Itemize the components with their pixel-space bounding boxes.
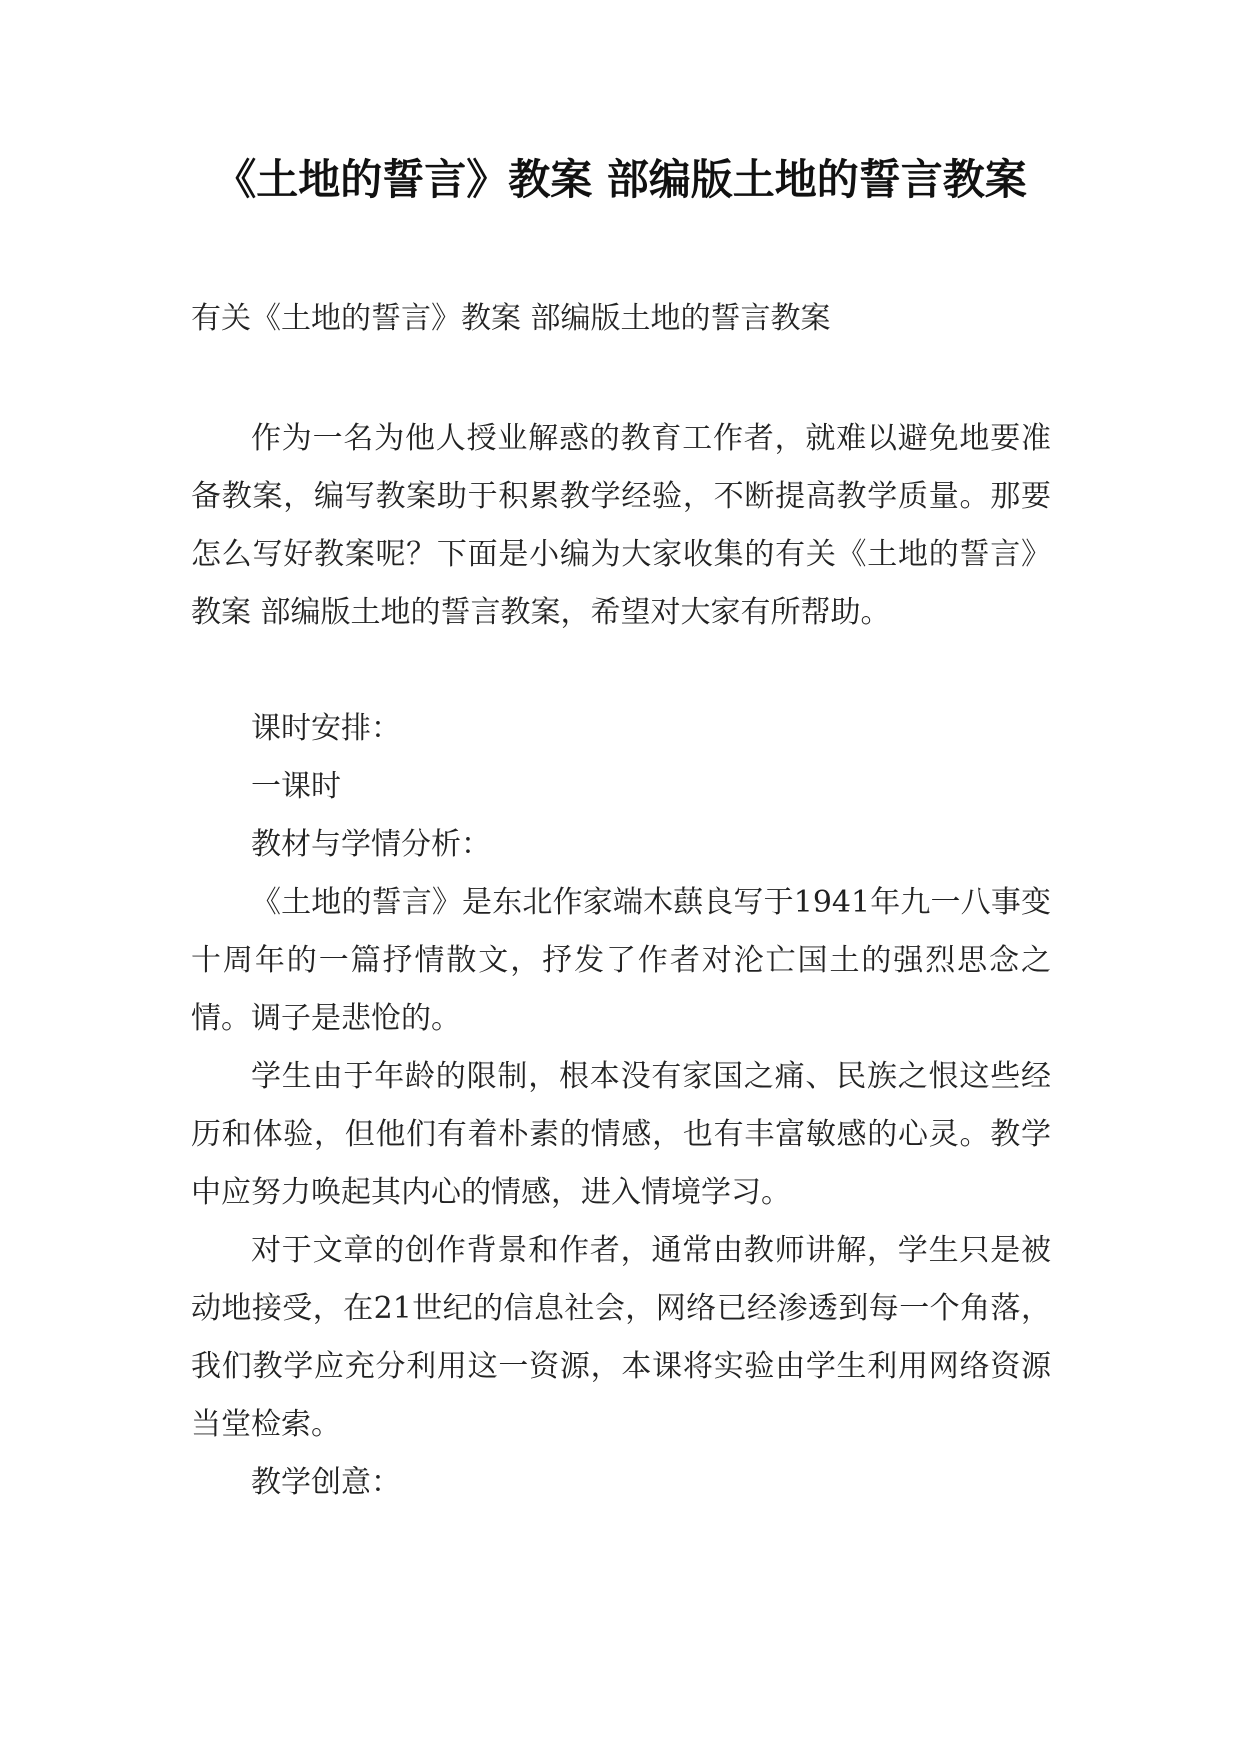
background-paragraph: 对于文章的创作背景和作者，通常由教师讲解，学生只是被动地接受，在21世纪的信息社会，网络已经渗透到每一个角落，我们教学应充分利用这一资源，本课将实验由学生利用网络资源当堂检索。 <box>191 1233 1051 1442</box>
lesson-schedule-heading: 课时安排： <box>251 711 401 746</box>
document-body <box>191 290 1051 1512</box>
lesson-schedule-value: 一课时 <box>251 769 341 804</box>
document-title: 《土地的誓言》教案 部编版土地的誓言教案 <box>214 155 1027 204</box>
document-subtitle: 有关《土地的誓言》教案 部编版土地的誓言教案 <box>191 301 831 336</box>
teaching-idea-heading: 教学创意： <box>251 1465 401 1500</box>
student-analysis-paragraph: 学生由于年龄的限制，根本没有家国之痛、民族之恨这些经历和体验，但他们有着朴素的情感，也有丰富敏感的心灵。教学中应努力唤起其内心的情感，进入情境学习。 <box>191 1059 1051 1210</box>
analysis-paragraph: 《土地的誓言》是东北作家端木蕻良写于1941年九一八事变十周年的一篇抒情散文，抒发了作者对沦亡国土的强烈思念之情。调子是悲怆的。 <box>191 885 1051 1036</box>
intro-paragraph: 作为一名为他人授业解惑的教育工作者，就难以避免地要准备教案，编写教案助于积累教学经验，不断提高教学质量。那要怎么写好教案呢？下面是小编为大家收集的有关《土地的誓言》教案 部编版土地的誓言教案，希望对大家有所帮助。 <box>191 421 1051 630</box>
analysis-heading: 教材与学情分析： <box>251 827 491 862</box>
